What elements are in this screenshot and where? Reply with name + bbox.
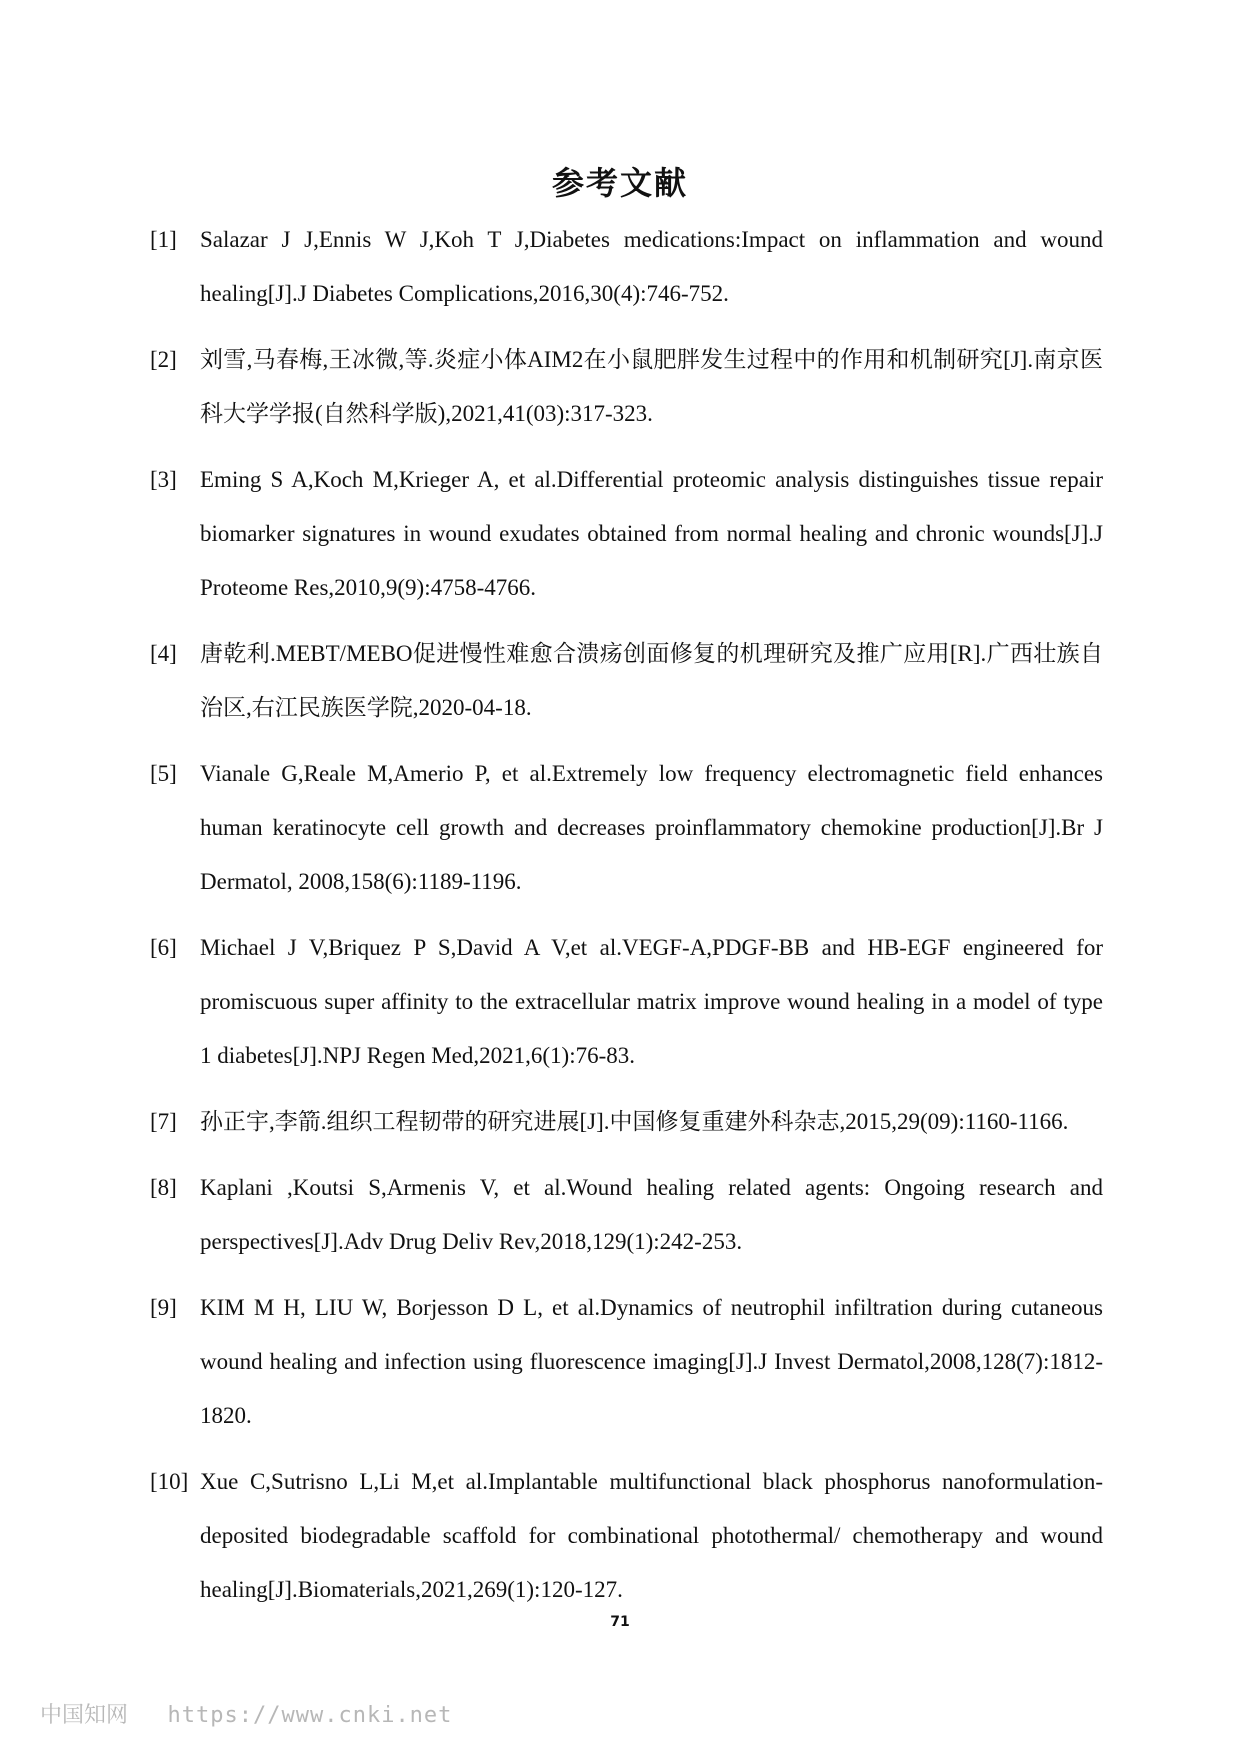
watermark — [40, 1698, 452, 1729]
reference-item — [150, 627, 1103, 735]
reference-item — [150, 213, 1103, 321]
reference-item — [150, 747, 1103, 909]
watermark-url: https://www.cnki.net — [167, 1703, 453, 1728]
reference-text: Michael J V,Briquez P S,David A V,et al.VEGF-A,PDGF-BB and HB-EGF engineered for promiscuous super affinity to the extracellular matrix improve wound healing in a model of type 1 diabetes[J].NPJ Regen Med,2021,6(1):76-83. — [200, 935, 1103, 1068]
page-title: 参考文献 — [551, 164, 688, 202]
reference-number: [9] — [150, 1295, 177, 1320]
reference-text: KIM M H, LIU W, Borjesson D L, et al.Dynamics of neutrophil infiltration during cutaneous wound healing and infection using fluorescence imaging[J].J Invest Dermatol,2008,128(7):1812-1820. — [200, 1295, 1103, 1428]
reference-number: [5] — [150, 761, 177, 786]
reference-item — [150, 921, 1103, 1083]
reference-item — [150, 333, 1103, 441]
reference-number: [7] — [150, 1109, 177, 1134]
reference-number: [8] — [150, 1175, 177, 1200]
reference-text: Eming S A,Koch M,Krieger A, et al.Differential proteomic analysis distinguishes tissue repair biomarker signatures in wound exudates obtained from normal healing and chronic wounds[J].J Proteome Res,2010,9(9):4758-4766. — [200, 467, 1103, 600]
reference-number: [4] — [150, 641, 177, 666]
reference-item — [150, 1095, 1103, 1149]
reference-text: 孙正宇,李箭.组织工程韧带的研究进展[J].中国修复重建外科杂志,2015,29(09):1160-1166. — [200, 1109, 1069, 1134]
reference-number: [2] — [150, 347, 177, 372]
reference-text: Vianale G,Reale M,Amerio P, et al.Extremely low frequency electromagnetic field enhances human keratinocyte cell growth and decreases proinflammatory chemokine production[J].Br J Dermatol, 2008,158(6):1189-1196. — [200, 761, 1103, 894]
reference-text: 唐乾利.MEBT/MEBO促进慢性难愈合溃疡创面修复的机理研究及推广应用[R].广西壮族自治区,右江民族医学院,2020-04-18. — [200, 641, 1103, 720]
reference-number: [6] — [150, 935, 177, 960]
reference-item — [150, 1161, 1103, 1269]
reference-list — [150, 213, 1103, 1629]
reference-item — [150, 453, 1103, 615]
reference-number: [10] — [150, 1469, 189, 1494]
reference-item — [150, 1281, 1103, 1443]
page-number: 71 — [610, 1614, 630, 1630]
reference-number: [3] — [150, 467, 177, 492]
reference-text: Salazar J J,Ennis W J,Koh T J,Diabetes medications:Impact on inflammation and wound healing[J].J Diabetes Complications,2016,30(4):746-752. — [200, 227, 1103, 306]
reference-text: Kaplani ,Koutsi S,Armenis V, et al.Wound healing related agents: Ongoing research and perspectives[J].Adv Drug Deliv Rev,2018,129(1):242-253. — [200, 1175, 1103, 1254]
reference-text: Xue C,Sutrisno L,Li M,et al.Implantable multifunctional black phosphorus nanoformulation-deposited biodegradable scaffold for combinational photothermal/ chemotherapy and wound healing[J].Biomaterials,2021,269(1):120-127. — [200, 1469, 1103, 1602]
reference-text: 刘雪,马春梅,王冰微,等.炎症小体AIM2在小鼠肥胖发生过程中的作用和机制研究[J].南京医科大学学报(自然科学版),2021,41(03):317-323. — [200, 347, 1103, 426]
reference-number: [1] — [150, 227, 177, 252]
watermark-brand: 中国知网 — [40, 1703, 129, 1728]
reference-item — [150, 1455, 1103, 1617]
